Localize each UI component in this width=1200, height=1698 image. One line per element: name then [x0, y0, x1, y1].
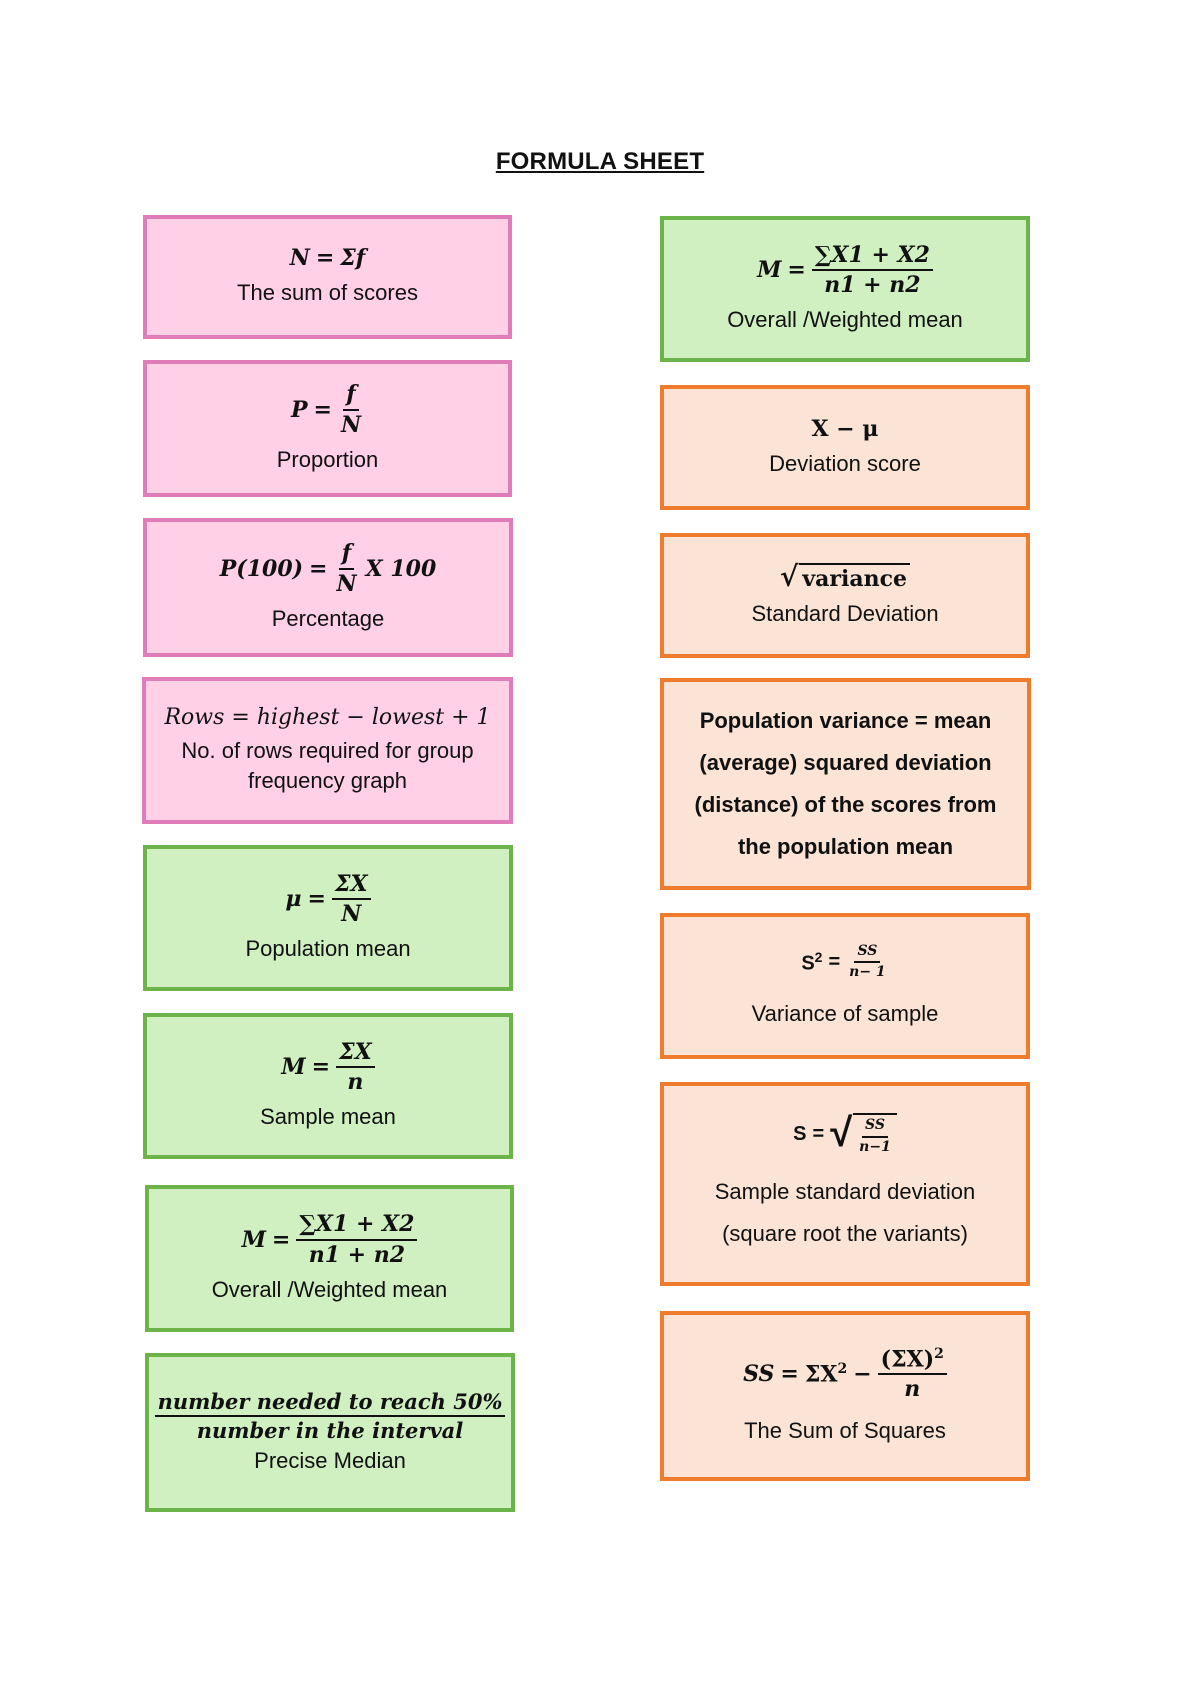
fraction — [812, 243, 933, 297]
formula — [285, 872, 370, 926]
formula-label: Variance of sample — [751, 1000, 939, 1026]
formula-card-proportion — [143, 360, 512, 497]
denominator: n− 1 — [849, 964, 886, 981]
formula-lhs: μ — [285, 886, 302, 913]
formula-card-sum-of-scores — [143, 215, 512, 339]
formula — [290, 246, 366, 270]
equals-sign: = — [828, 951, 841, 974]
numerator: ∑X1 + X2 — [296, 1212, 417, 1240]
formula-card-sum-of-squares — [660, 1311, 1030, 1481]
formula-label: Percentage — [271, 605, 385, 631]
numerator-base: (ΣX) — [880, 1346, 935, 1373]
numerator: ΣX — [336, 1040, 375, 1068]
fraction — [332, 872, 371, 926]
formula-card-population-variance — [660, 678, 1031, 890]
formula — [743, 1347, 947, 1402]
formula-rhs: Σf — [340, 245, 366, 272]
denominator: N — [336, 570, 357, 597]
formula: Rows = highest − lowest + 1 — [164, 704, 491, 730]
numerator: ∑X1 + X2 — [812, 243, 933, 271]
formula-lhs: P — [290, 396, 308, 423]
formula-card-precise-median — [145, 1353, 515, 1512]
fraction — [856, 1118, 894, 1155]
formula: X − μ — [811, 415, 879, 442]
numerator: SS — [862, 1118, 888, 1137]
formula-lhs: M — [281, 1054, 306, 1081]
fraction — [338, 382, 364, 436]
formula-term-base: ΣX — [804, 1361, 838, 1388]
formula-label: Sample standard deviation — [714, 1179, 976, 1205]
formula-label: Precise Median — [254, 1447, 406, 1473]
fraction — [846, 944, 889, 981]
formula-card-population-mean — [143, 845, 513, 991]
fraction — [333, 541, 359, 595]
numerator: f — [339, 541, 354, 569]
formula-label: No. of rows required for group frequency graph — [181, 737, 474, 793]
formula-label: Overall /Weighted mean — [727, 307, 963, 333]
formula — [155, 1390, 506, 1442]
definition-text: Population variance = mean (average) squared deviation (distance) of the scores from the population mean — [694, 708, 997, 859]
formula-card-sample-mean — [143, 1013, 513, 1159]
exponent: 2 — [837, 1360, 848, 1377]
fraction — [336, 1040, 375, 1094]
formula — [779, 559, 910, 593]
radicand — [853, 1113, 897, 1155]
formula-label: Deviation score — [769, 450, 921, 476]
numerator: f — [343, 382, 358, 410]
formula-lhs-symbol: S — [801, 952, 815, 975]
equals-sign: = — [307, 886, 326, 913]
formula — [757, 243, 933, 297]
equals-sign: = — [309, 555, 328, 582]
equals-sign: = — [787, 257, 806, 284]
formula — [793, 1113, 897, 1155]
equals-sign: = — [812, 1123, 825, 1146]
formula-label: Sample mean — [260, 1104, 396, 1130]
fraction — [155, 1390, 506, 1442]
formula-label: Population mean — [245, 936, 411, 962]
denominator: N — [341, 901, 362, 928]
denominator: n — [347, 1069, 364, 1096]
formula — [801, 944, 888, 981]
formula-lhs: P(100) — [219, 555, 304, 582]
denominator: n1 + n2 — [308, 1241, 406, 1268]
formula — [220, 541, 437, 595]
formula-label-secondary: (square root the variants) — [722, 1220, 968, 1246]
minus-sign: − — [853, 1361, 872, 1388]
page-title: FORMULA SHEET — [495, 148, 705, 175]
numerator — [878, 1347, 947, 1376]
formula-lhs: N — [289, 245, 310, 272]
formula-label: Proportion — [276, 446, 379, 472]
formula — [281, 1040, 374, 1094]
equals-sign: = — [780, 1361, 799, 1388]
formula-label: The sum of scores — [237, 280, 418, 306]
formula-label: The Sum of Squares — [744, 1417, 946, 1443]
square-root — [779, 559, 910, 593]
equals-sign: = — [315, 245, 335, 272]
radical-sign: √ — [830, 1111, 853, 1156]
formula-card-variance-of-sample — [660, 913, 1030, 1059]
radical-sign: √ — [779, 559, 799, 593]
square-root — [830, 1113, 897, 1155]
fraction — [878, 1347, 947, 1402]
formula-card-standard-deviation — [660, 533, 1030, 658]
numerator: ΣX — [332, 872, 371, 900]
formula-card-deviation-score — [660, 385, 1030, 510]
numerator: number needed to reach 50% — [155, 1390, 506, 1417]
formula-lhs: M — [241, 1226, 266, 1253]
formula-lhs: M — [757, 257, 782, 284]
formula-lhs: SS — [743, 1361, 775, 1388]
denominator: n−1 — [859, 1138, 891, 1155]
numerator: SS — [854, 944, 880, 963]
exponent: 2 — [814, 948, 823, 965]
formula-card-weighted-mean-right — [660, 216, 1030, 362]
formula-card-rows-required — [142, 677, 513, 824]
denominator: N — [340, 411, 362, 438]
equals-sign: = — [311, 1054, 331, 1081]
formula-card-sample-standard-deviation — [660, 1082, 1030, 1286]
denominator: n1 + n2 — [824, 272, 921, 299]
exponent: 2 — [934, 1345, 944, 1362]
radicand: variance — [799, 563, 910, 591]
denominator: n — [904, 1376, 921, 1403]
fraction — [296, 1212, 417, 1266]
formula-lhs: S — [793, 1123, 807, 1146]
formula-tail: X 100 — [365, 555, 437, 582]
formula-card-weighted-mean-left — [145, 1185, 514, 1332]
formula-term — [805, 1362, 847, 1387]
formula — [291, 382, 364, 436]
denominator: number in the interval — [196, 1417, 464, 1443]
formula-label: Standard Deviation — [751, 600, 939, 626]
formula-card-percentage — [143, 518, 513, 657]
formula-label: Overall /Weighted mean — [211, 1276, 448, 1302]
equals-sign: = — [313, 396, 332, 423]
formula — [242, 1212, 418, 1266]
formula-lhs — [801, 950, 822, 975]
equals-sign: = — [271, 1226, 291, 1253]
